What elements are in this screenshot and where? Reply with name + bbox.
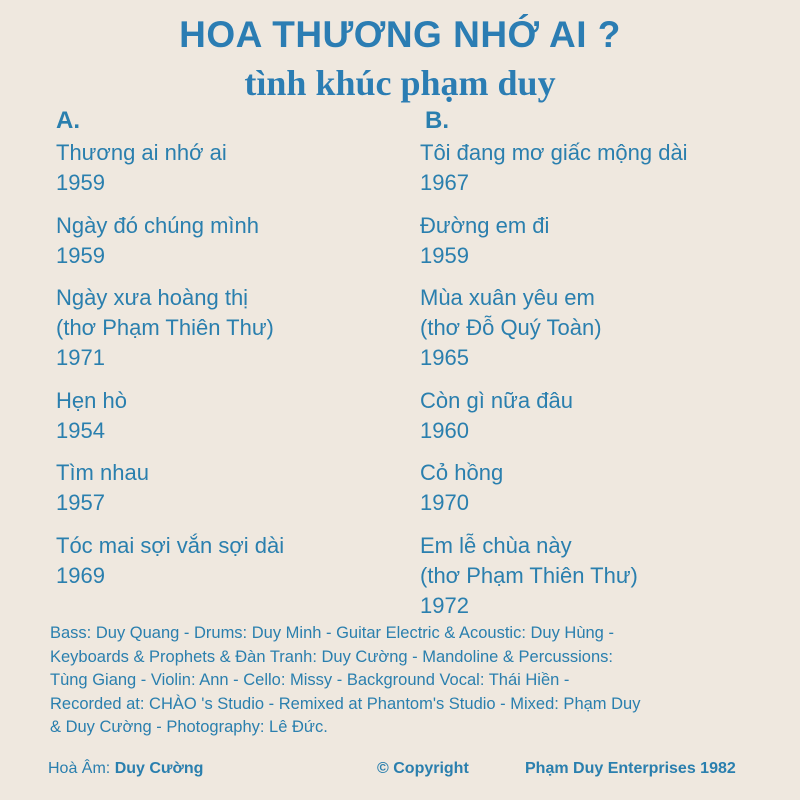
side-a-label: A. — [56, 107, 80, 134]
song-year: 1970 — [420, 490, 469, 515]
side-a-song-4 — [56, 386, 284, 446]
side-a-song-3 — [56, 283, 284, 373]
credits-line: Bass: Duy Quang - Drums: Duy Minh - Guitar Electric & Acoustic: Duy Hùng - — [50, 624, 614, 642]
side-a-tracklist — [56, 138, 284, 603]
credits-line: Keyboards & Prophets & Đàn Tranh: Duy Cường - Mandoline & Percussions: — [50, 647, 613, 666]
song-note: (thơ Phạm Thiên Thư) — [56, 315, 274, 340]
song-year: 1972 — [420, 592, 469, 618]
song-year: 1959 — [56, 170, 105, 195]
song-title: Đường em đi — [420, 212, 550, 238]
side-a-song-6 — [56, 531, 284, 591]
song-year: 1957 — [56, 490, 105, 515]
credits-line: Tùng Giang - Violin: Ann - Cello: Missy - Background Vocal: Thái Hiền - — [50, 671, 570, 689]
song-note: (thơ Đỗ Quý Toàn) — [420, 315, 602, 340]
song-year: 1971 — [56, 345, 105, 370]
album-title: HOA THƯƠNG NHỚ AI ? — [179, 14, 621, 55]
side-b-song-3 — [420, 283, 688, 373]
song-title: Ngày xưa hoàng thị — [56, 285, 249, 310]
side-b-label: B. — [425, 107, 449, 134]
side-a-song-5 — [56, 458, 284, 518]
song-year: 1960 — [420, 417, 469, 443]
song-title: Em lễ chùa này — [420, 532, 572, 558]
song-title: Tôi đang mơ giấc mộng dài — [420, 140, 688, 165]
side-b-song-6 — [420, 531, 688, 621]
album-subtitle: tình khúc phạm duy — [244, 63, 556, 103]
side-a-song-1 — [56, 138, 284, 198]
song-title: Mùa xuân yêu em — [420, 285, 595, 310]
song-year: 1965 — [420, 345, 469, 370]
side-a-song-2 — [56, 211, 284, 271]
credits-line: Recorded at: CHÀO 's Studio - Remixed at Phantom's Studio - Mixed: Phạm Duy — [50, 694, 641, 713]
credits-line: & Duy Cường - Photography: Lê Đức. — [50, 718, 328, 736]
song-year: 1967 — [420, 170, 469, 195]
song-title: Tìm nhau — [56, 460, 149, 485]
arrangement-credit — [48, 760, 203, 778]
song-title: Tóc mai sợi vắn sợi dài — [56, 532, 285, 558]
song-title: Thương ai nhớ ai — [56, 140, 227, 165]
song-title: Ngày đó chúng mình — [56, 212, 260, 238]
side-b-song-1 — [420, 138, 688, 198]
song-year: 1969 — [56, 562, 105, 588]
side-b-song-2 — [420, 211, 688, 271]
arrangement-label: Hoà Âm: — [48, 760, 111, 777]
side-b-song-5 — [420, 458, 688, 518]
song-year: 1959 — [56, 242, 105, 268]
side-b-song-4 — [420, 386, 688, 446]
song-title: Hẹn hò — [56, 387, 127, 413]
song-note: (thơ Phạm Thiên Thư) — [420, 562, 638, 588]
arrangement-name: Duy Cường — [114, 760, 204, 777]
song-title: Cỏ hồng — [420, 460, 504, 485]
song-title: Còn gì nữa đâu — [420, 387, 573, 413]
publisher: Phạm Duy Enterprises 1982 — [525, 760, 736, 777]
song-year: 1959 — [420, 242, 469, 268]
musician-credits — [50, 622, 795, 740]
side-b-tracklist — [420, 138, 688, 633]
copyright-notice: © Copyright — [377, 760, 469, 777]
song-year: 1954 — [56, 417, 105, 443]
